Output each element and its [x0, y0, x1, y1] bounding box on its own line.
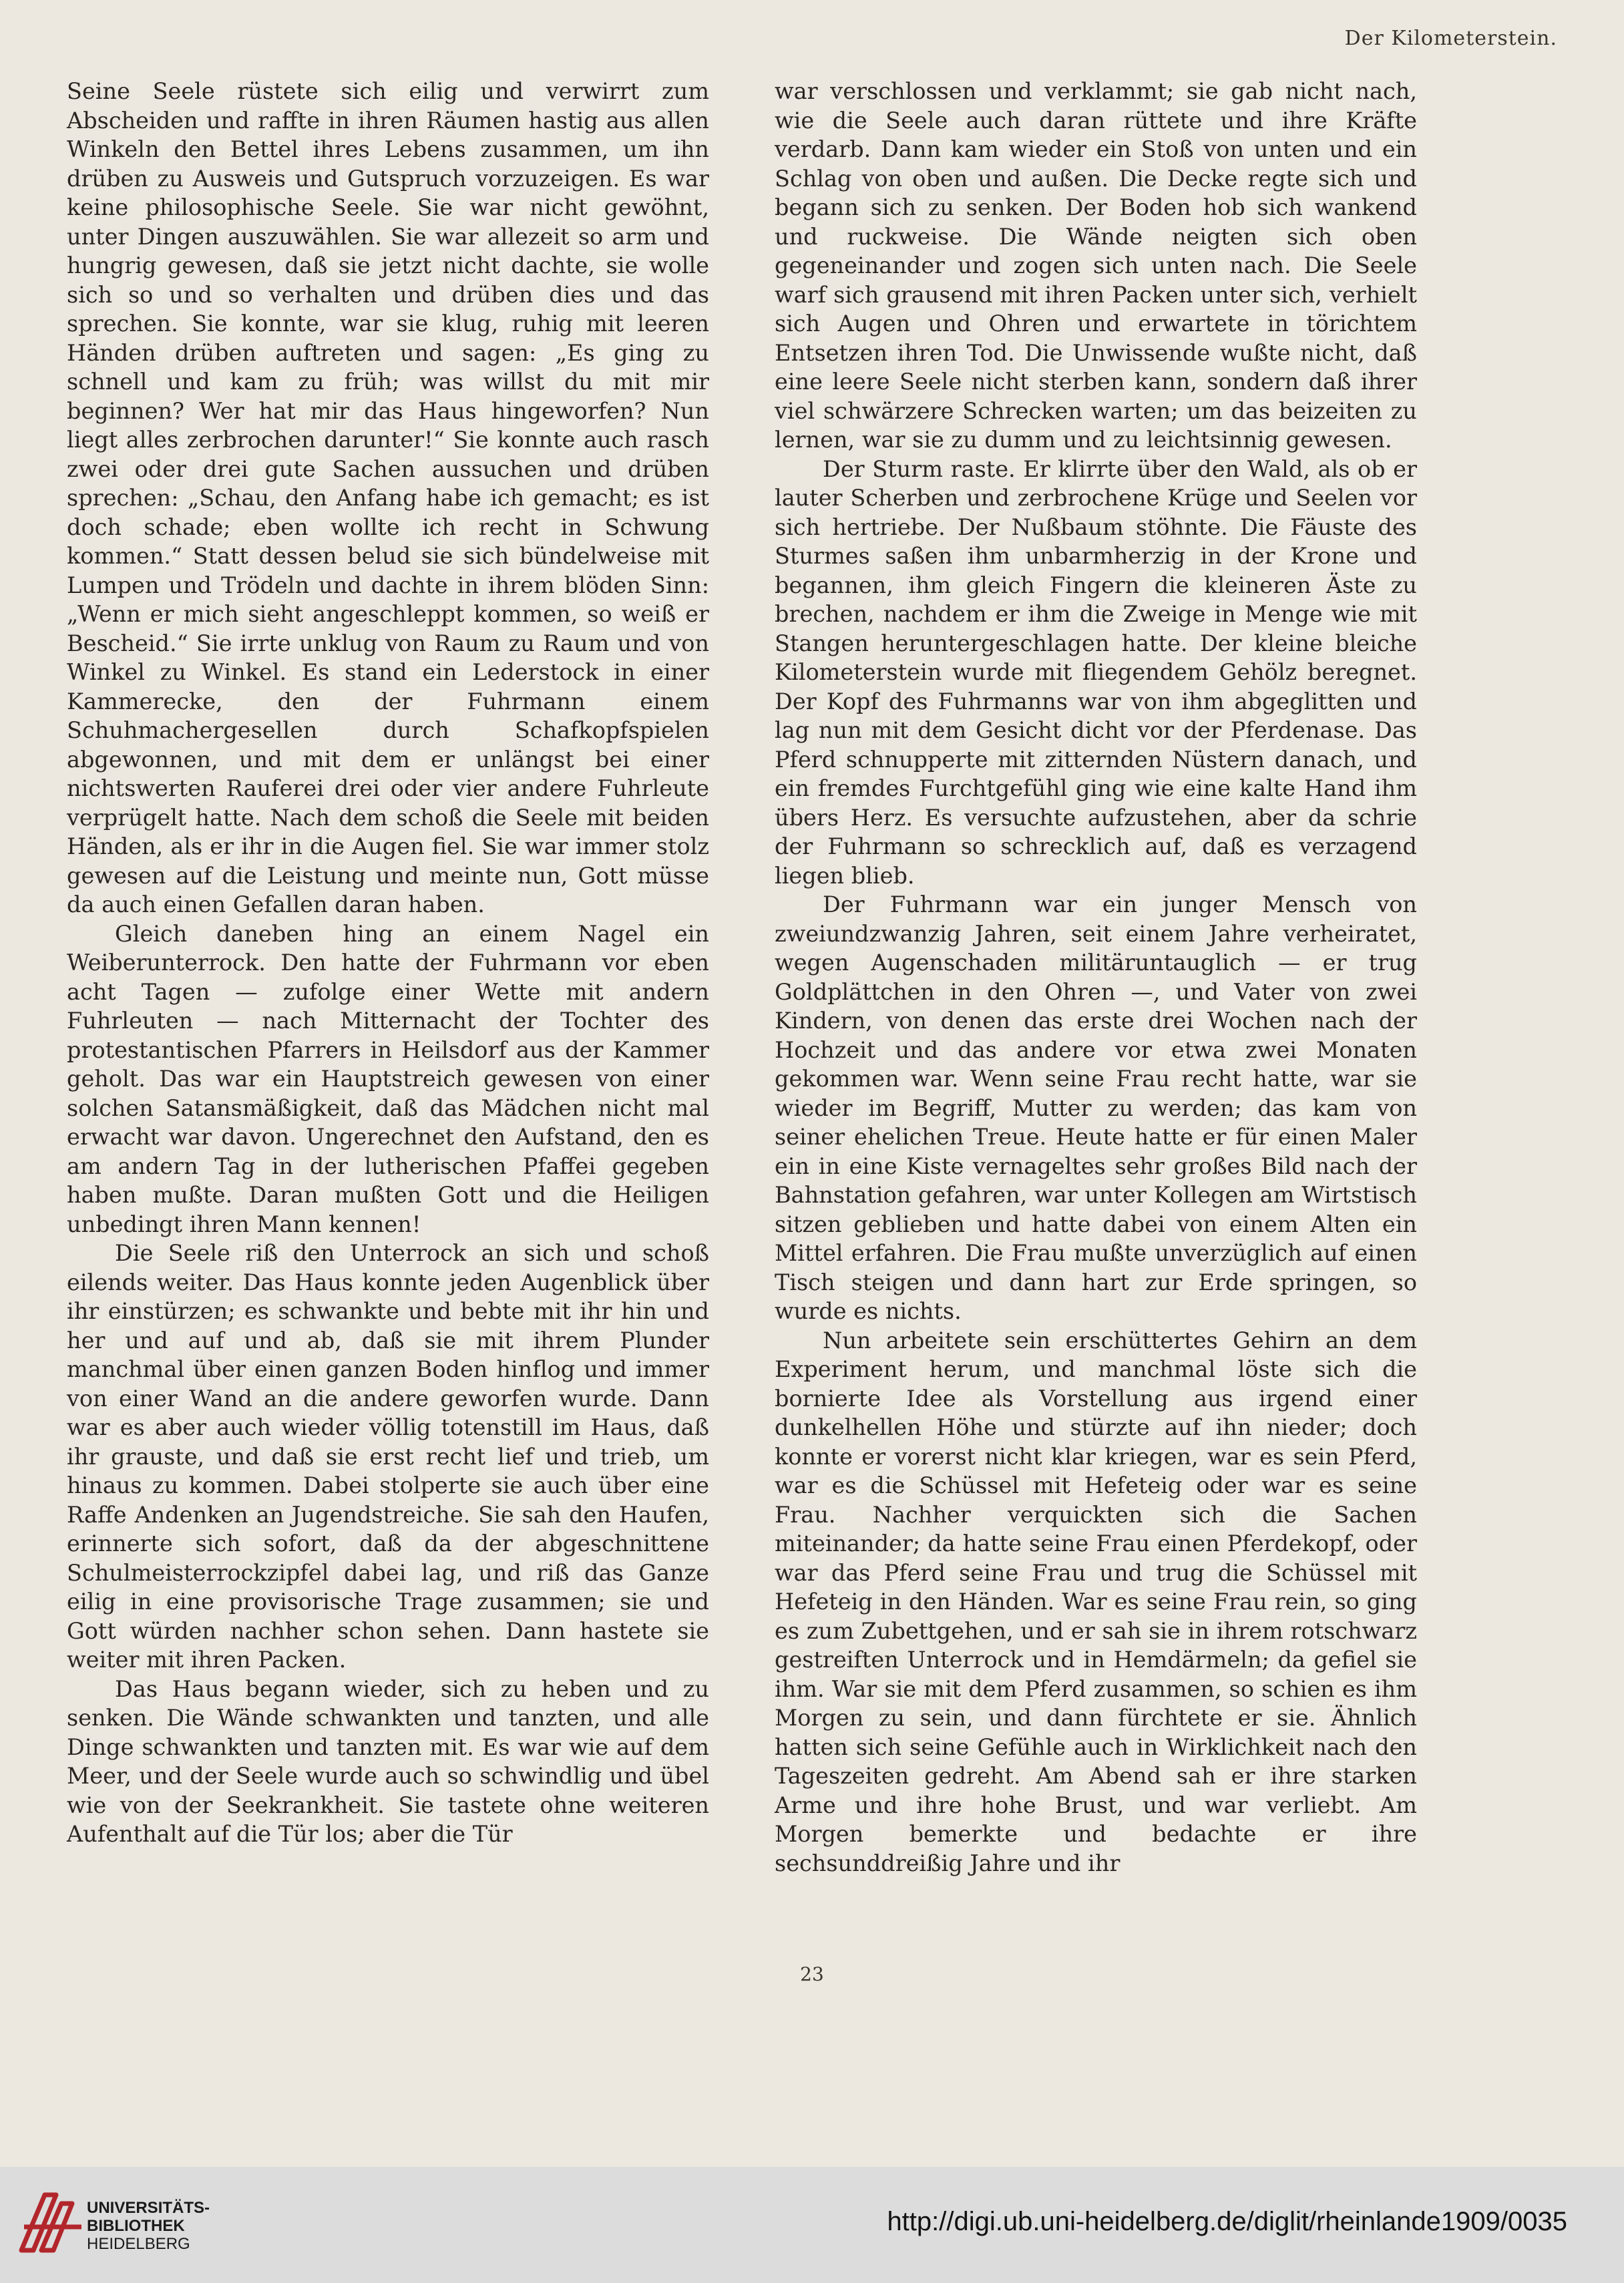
paragraph: Gleich daneben hing an einem Nagel ein Weiberunterrock. Den hatte der Fuhrmann vor eben acht Tagen — zufolge einer Wette mit andern Fuhrleuten — nach Mitternacht der Tochter des protestantischen Pfarrers in Heilsdorf aus der Kammer geholt. Das war ein Hauptstreich gewesen von einer solchen Satansmäßigkeit, daß das Mädchen nicht mal erwacht war davon. Ungerechnet den Aufstand, den es am andern Tag in der lutherischen Pfaffei gegeben haben mußte. Daran mußten Gott und die Heiligen unbedingt ihren Mann kennen! — [67, 920, 709, 1237]
text-column-right — [775, 77, 1417, 1878]
document-url-link[interactable]: http://digi.ub.uni-heidelberg.de/diglit/rheinlande1909/0035 — [887, 2207, 1567, 2236]
paragraph: Seine Seele rüstete sich eilig und verwirrt zum Abscheiden und raffte in ihren Räumen hastig aus allen Winkeln den Bettel ihres Lebens zusammen, um ihn drüben zu Ausweis und Gutspruch vorzuzeigen. Es war keine philosophische Seele. Sie war nicht gewöhnt, unter Dingen auszuwählen. Sie war allezeit so arm und hungrig gewesen, daß sie jetzt nicht dachte, sie wolle sich so und so verhalten und drüben dies und das sprechen. Sie konnte, war sie klug, ruhig mit leeren Händen drüben auftreten und sagen: „Es ging zu schnell und kam zu früh; was willst du mit mir beginnen? Wer hat mir das Haus hingeworfen? Nun liegt alles zerbrochen darunter!“ Sie konnte auch rasch zwei oder drei gute Sachen aussuchen und drüben sprechen: „Schau, den Anfang habe ich gemacht; es ist doch schade; eben wollte ich recht in Schwung kommen.“ Statt dessen belud sie sich bündelweise mit Lumpen und Trödeln und dachte in ihrem blöden Sinn: „Wenn er mich sieht angeschleppt kommen, so weiß er Bescheid.“ Sie irrte unklug von Raum zu Raum und von Winkel zu Winkel. Es stand ein Lederstock in einer Kammerecke, den der Fuhrmann einem Schuhmachergesellen durch Schafkopfspielen abgewonnen, und mit dem er unlängst bei einer nichtswerten Rauferei drei oder vier andere Fuhrleute verprügelt hatte. Nach dem schoß die Seele mit beiden Händen, als er ihr in die Augen fiel. Sie war immer stolz gewesen auf die Leistung und meinte nun, Gott müsse da auch einen Gefallen daran haben. — [67, 78, 709, 917]
library-footer — [0, 2167, 1624, 2283]
paragraph: Der Fuhrmann war ein junger Mensch von zweiundzwanzig Jahren, seit einem Jahre verheiratet, wegen Augenschaden militäruntauglich — er trug Goldplättchen in den Ohren —, und Vater von zwei Kindern, von denen das erste drei Wochen nach der Hochzeit und das andere vor etwa zwei Monaten gekommen war. Wenn seine Frau recht hatte, war sie wieder im Begriff, Mutter zu werden; das kam von seiner ehelichen Treue. Heute hatte er für einen Maler ein in eine Kiste vernageltes sehr großes Bild nach der Bahnstation gefahren, war unter Kollegen am Wirtstisch sitzen geblieben und hatte dabei von einem Alten ein Mittel erfahren. Die Frau mußte unverzüglich auf einen Tisch steigen und dann hart zur Erde springen, so wurde es nichts. — [775, 891, 1417, 1324]
institution-line: HEIDELBERG — [87, 2235, 190, 2253]
paragraph: war verschlossen und verklammt; sie gab nicht nach, wie die Seele auch daran rüttete und ihre Kräfte verdarb. Dann kam wieder ein Stoß von unten und ein Schlag von oben und außen. Die Decke regte sich und begann sich zu senken. Der Boden hob sich wankend und ruckweise. Die Wände neigten sich oben gegeneinander und zogen sich unten nach. Die Seele warf sich grausend mit ihren Packen unter sich, verhielt sich Augen und Ohren und erwartete in törichtem Entsetzen ihren Tod. Die Unwissende wußte nicht, daß eine leere Seele nicht sterben kann, sondern daß ihrer viel schwärzere Schrecken warten; um das beizeiten zu lernen, war sie zu dumm und zu leichtsinnig gewesen. — [775, 78, 1417, 453]
text-column-left — [67, 77, 709, 1849]
running-head: Der Kilometerstein. — [1344, 27, 1557, 50]
paragraph: Die Seele riß den Unterrock an sich und schoß eilends weiter. Das Haus konnte jeden Augenblick über ihr einstürzen; es schwankte und bebte mit ihr hin und her und auf und ab, daß sie mit ihrem Plunder manchmal über einen ganzen Boden hinflog und immer von einer Wand an die andere geworfen wurde. Dann war es aber auch wieder völlig totenstill im Haus, daß ihr grauste, und daß sie erst recht lief und trieb, um hinaus zu kommen. Dabei stolperte sie auch über eine Raffe Andenken an Jugendstreiche. Sie sah den Haufen, erinnerte sich sofort, daß da der abgeschnittene Schulmeisterrockzipfel dabei lag, und riß das Ganze eilig in eine provisorische Trage zusammen; sie und Gott würden nachher schon sehen. Dann hastete sie weiter mit ihren Packen. — [67, 1240, 709, 1673]
paragraph: Das Haus begann wieder, sich zu heben und zu senken. Die Wände schwankten und tanzten, und alle Dinge schwankten und tanzten mit. Es war wie auf dem Meer, und der Seele wurde auch so schwindlig und übel wie von der Seekrankheit. Sie tastete ohne weiteren Aufenthalt auf die Tür los; aber die Tür — [67, 1675, 709, 1847]
paragraph: Der Sturm raste. Er klirrte über den Wald, als ob er lauter Scherben und zerbrochene Krüge und Seelen vor sich hertriebe. Der Nußbaum stöhnte. Die Fäuste des Sturmes saßen ihm unbarmherzig in der Krone und begannen, ihm gleich Fingern die kleineren Äste zu brechen, nachdem er ihm die Zweige in Menge wie mit Stangen heruntergeschlagen hatte. Der kleine bleiche Kilometerstein wurde mit fliegendem Gehölz beregnet. Der Kopf des Fuhrmanns war von ihm abgeglitten und lag nun mit dem Gesicht dicht vor der Pferdenase. Das Pferd schnupperte mit zitternden Nüstern danach, und ein fremdes Furchtgefühl ging wie eine kalte Hand ihm übers Herz. Es versuchte aufzustehen, aber da schrie der Fuhrmann so schrecklich auf, daß es verzagend liegen blieb. — [775, 455, 1417, 889]
institution-name — [87, 2199, 210, 2253]
paragraph: Nun arbeitete sein erschüttertes Gehirn an dem Experiment herum, und manchmal löste sich die bornierte Idee als Vorstellung aus irgend einer dunkelhellen Höhe und stürzte auf ihn nieder; doch konnte er vorerst nicht klar kriegen, war es sein Pferd, war es die Schüssel mit Hefeteig oder war es seine Frau. Nachher verquickten sich die Sachen miteinander; da hatte seine Frau einen Pferdekopf, oder war das Pferd seine Frau und trug die Schüssel mit Hefeteig in den Händen. War es seine Frau rein, so ging es zum Zubettgehen, und er sah sie in ihrem rotschwarz gestreiften Unterrock und in Hemdärmeln; da gefiel sie ihm. War sie mit dem Pferd zusammen, so schien es ihm Morgen zu sein, und dann fürchtete er sie. Ähnlich hatten sich seine Gefühle auch in Wirklichkeit nach den Tageszeiten gedreht. Am Abend sah er ihre starken Arme und ihre hohe Brust, und war verliebt. Am Morgen bemerkte und bedachte er ihre sechsunddreißig Jahre und ihr — [775, 1327, 1417, 1876]
page-number: 23 — [800, 1963, 824, 1985]
library-logo-icon — [15, 2187, 88, 2260]
institution-line: UNIVERSITÄTS- — [87, 2199, 210, 2217]
institution-line: BIBLIOTHEK — [87, 2217, 185, 2235]
